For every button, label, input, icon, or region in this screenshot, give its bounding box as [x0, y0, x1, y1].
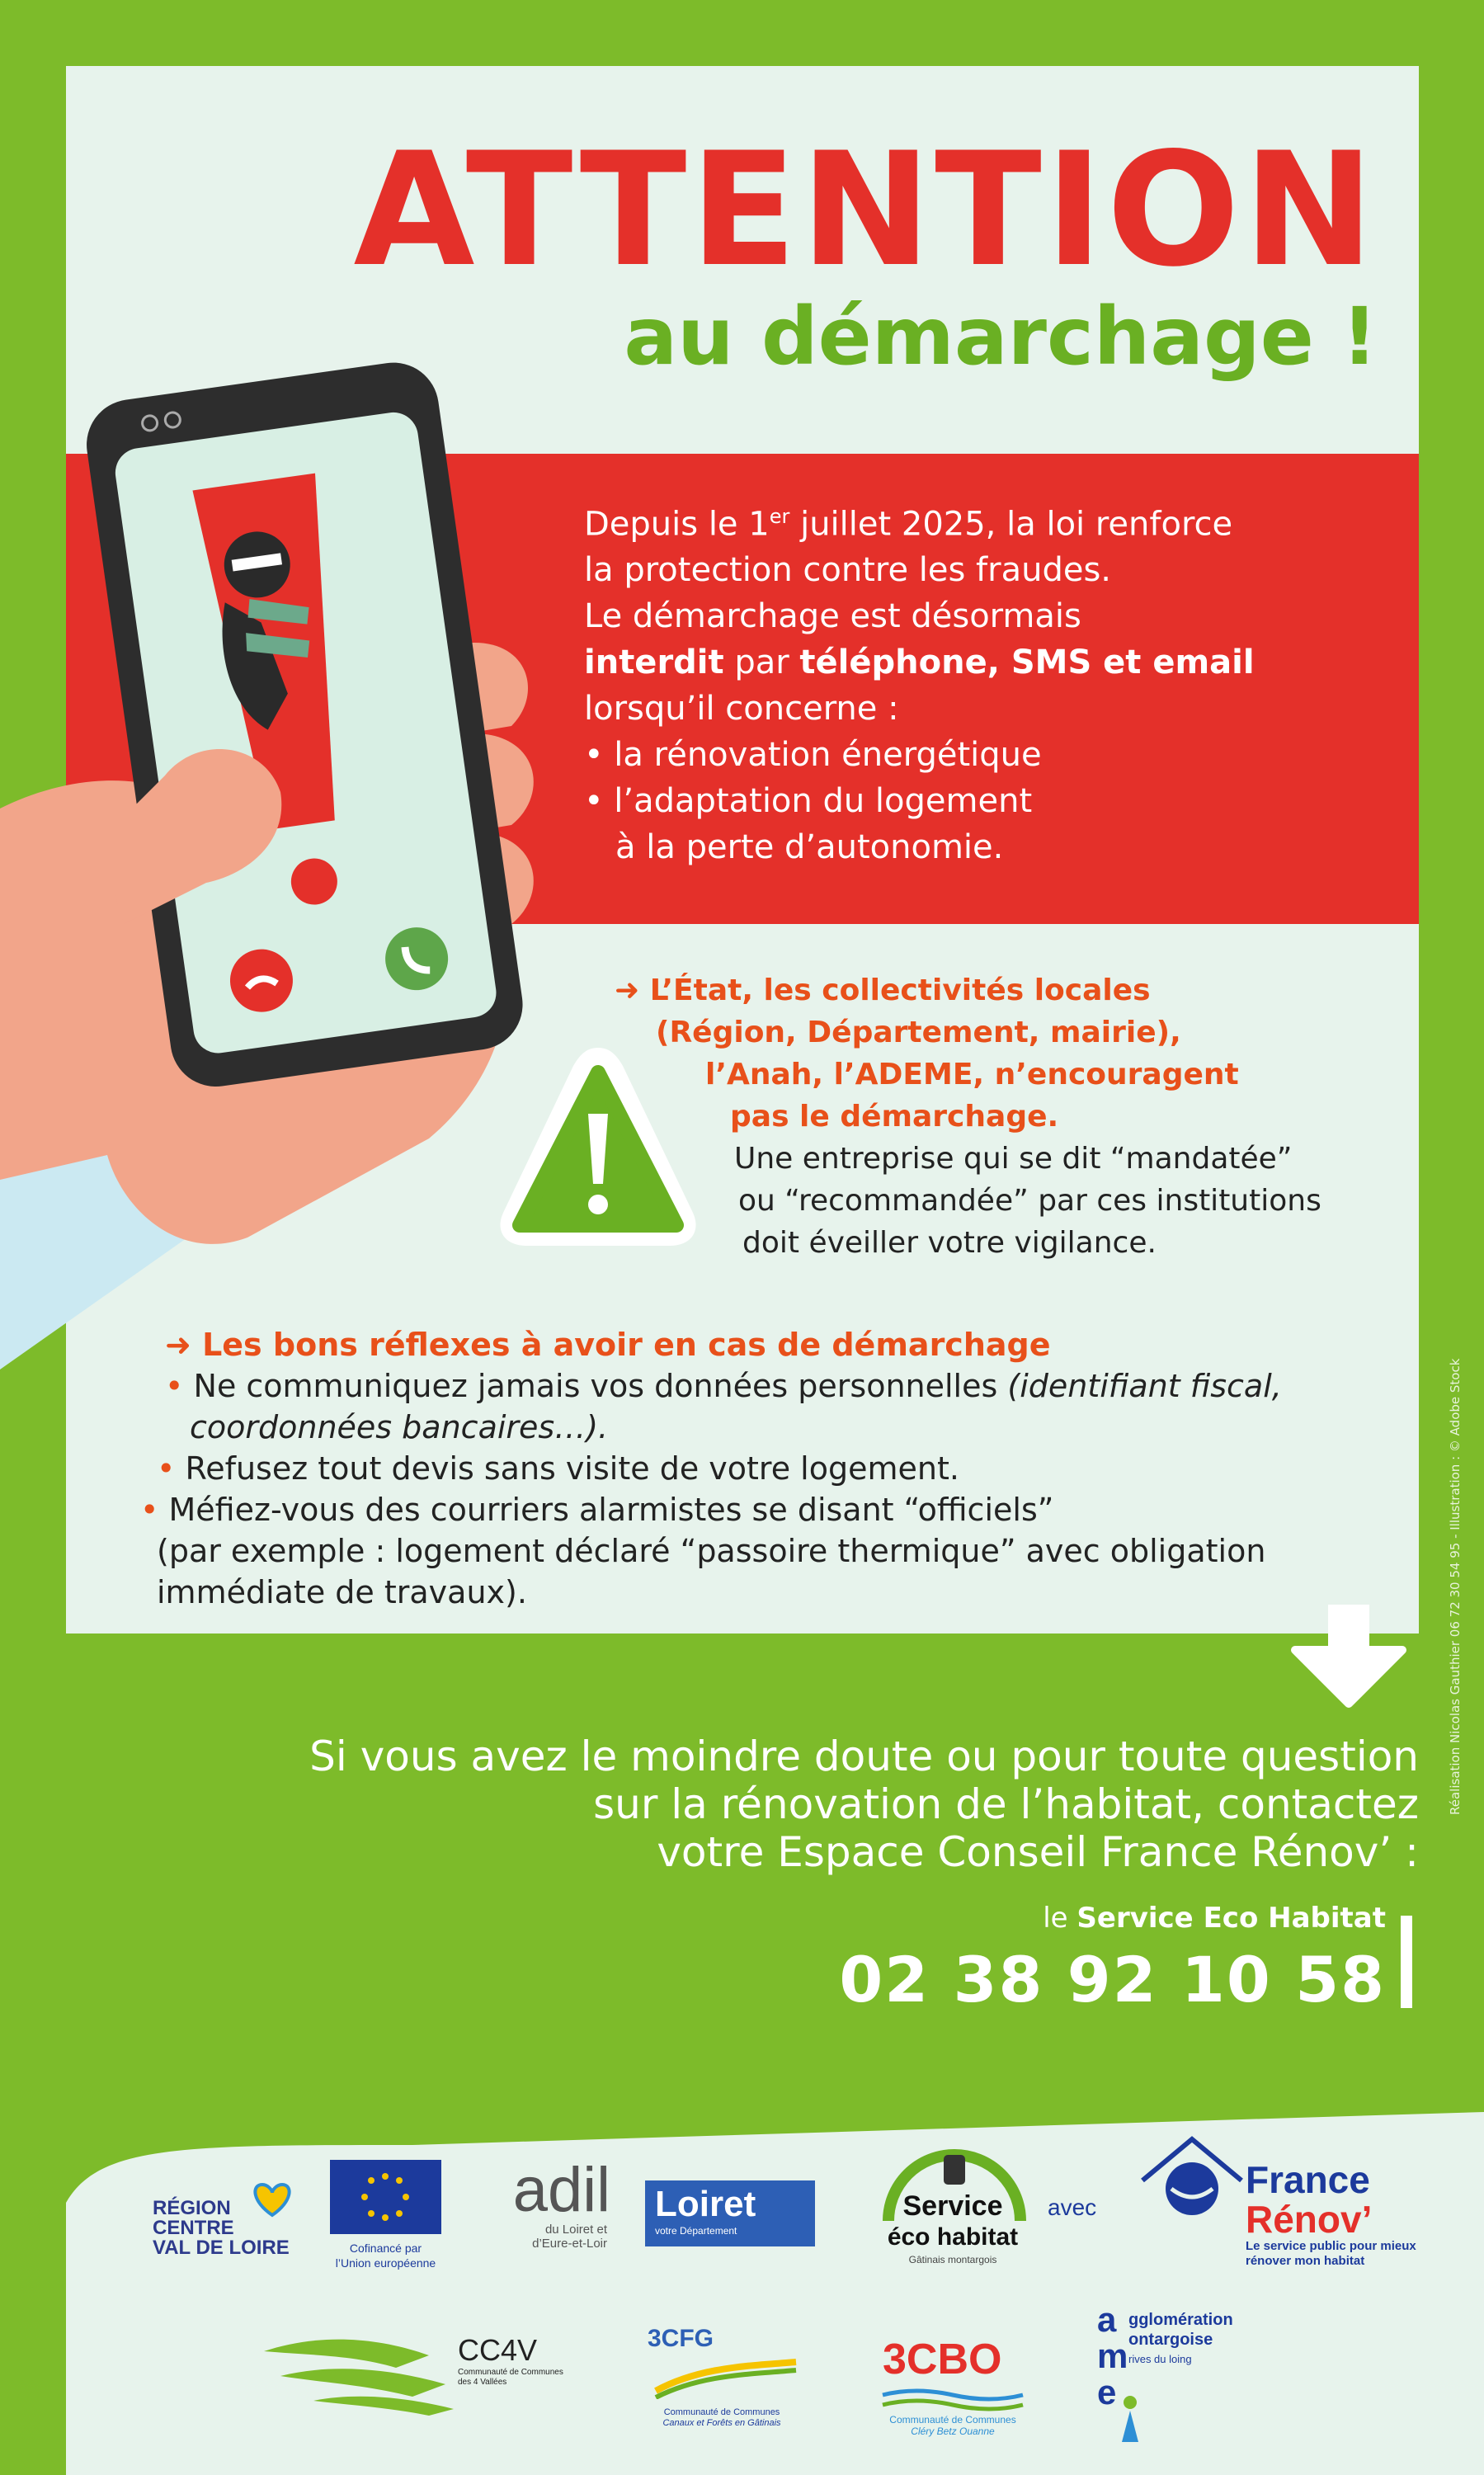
title-subtitle: au démarchage !: [624, 290, 1378, 383]
phone-number[interactable]: 02 38 92 10 58: [839, 1943, 1386, 2016]
region-heart-icon: [247, 2178, 297, 2219]
logo-3cfg: 3CFG: [648, 2325, 714, 2352]
3cbo-waves-icon: [879, 2387, 1027, 2411]
bullet-renovation: • la rénovation énergétique: [584, 736, 1042, 775]
phone-bar: [1401, 1916, 1412, 2008]
avec-label: avec: [1048, 2194, 1097, 2220]
france-renov-icon: [1134, 2127, 1250, 2226]
logo-france-renov: France Rénov’ Le service public pour mieux rénover mon habitat: [1246, 2158, 1416, 2268]
contact-text: Si vous avez le moindre doute ou pour toute question sur la rénovation de l’habitat, contactez votre Espace Conseil France Rénov’ :: [309, 1732, 1419, 1876]
cc4v-icon: [264, 2318, 462, 2417]
eu-flag-icon: [330, 2160, 441, 2234]
logo-agglo-letters: a m e: [1097, 2300, 1128, 2411]
logo-agglomeration-montargoise: gglomération ontargoise rives du loing: [1128, 2311, 1233, 2365]
logo-adil: adil: [512, 2155, 610, 2225]
bullet-adaptation: • l’adaptation du logement: [584, 782, 1033, 821]
logo-3cbo-sub: Communauté de Communes Cléry Betz Ouanne: [889, 2414, 1016, 2437]
logo-region-centre: RÉGION CENTRE VAL DE LOIRE: [153, 2197, 290, 2259]
logo-cc4v: CC4V Communauté de Communes des 4 Vallées: [458, 2333, 563, 2387]
state-notice: ➜ L’État, les collectivités locales (Région, Département, mairie), l’Anah, l’ADEME, n’encouragent pas le démarchage. Une entreprise qui se dit “mandatée” ou “recommandée” par ces institutions doit éveiller votre vigilance.: [615, 974, 1321, 1260]
logo-eu: Cofinancé par l’Union européenne: [335, 2242, 436, 2270]
logo-loiret: Loiret votre Département: [645, 2180, 815, 2246]
reflexes-section: ➜ Les bons réflexes à avoir en cas de démarchage • Ne communiquez jamais vos données personnelles (identifiant fiscal, coordonnées bancaires…). • Refusez tout devis sans visite de votre logement. • Méfiez-vous des courriers alarmistes se disant “officiels” (par exemple : logement déclaré “passoire thermique” avec obligation immédiate de travaux).: [165, 1324, 1361, 1613]
service-label: le Service Eco Habitat: [1043, 1902, 1386, 1935]
arrow-down-icon: [1287, 1605, 1411, 1712]
logo-3cbo: 3CBO: [883, 2336, 1002, 2383]
logo-3cfg-sub: Communauté de Communes Canaux et Forêts en Gâtinais: [662, 2407, 781, 2428]
intro-text: Depuis le 1er juillet 2025, la loi renforce la protection contre les fraudes. Le démarchage est désormais interdit par téléphone, SMS et email lorsqu’il concerne : • la rénovation énergétique • l’adaptation du logement à la perte d’autonomie.: [584, 493, 1376, 870]
agglo-figure-icon: [1105, 2392, 1155, 2450]
3cfg-waves-icon: [652, 2358, 800, 2399]
reflexes-heading: ➜ Les bons réflexes à avoir en cas de démarchage: [165, 1327, 1051, 1363]
logo-adil-sub: du Loiret et d’Eure-et-Loir: [532, 2223, 607, 2251]
logo-service-eco-habitat: Service éco habitat Gâtinais montargois: [887, 2190, 1019, 2265]
credit-text: Réalisation Nicolas Gauthier 06 72 30 54 95 - Illustration : © Adobe Stock: [1448, 1358, 1463, 1815]
title-attention: ATTENTION: [353, 119, 1378, 301]
